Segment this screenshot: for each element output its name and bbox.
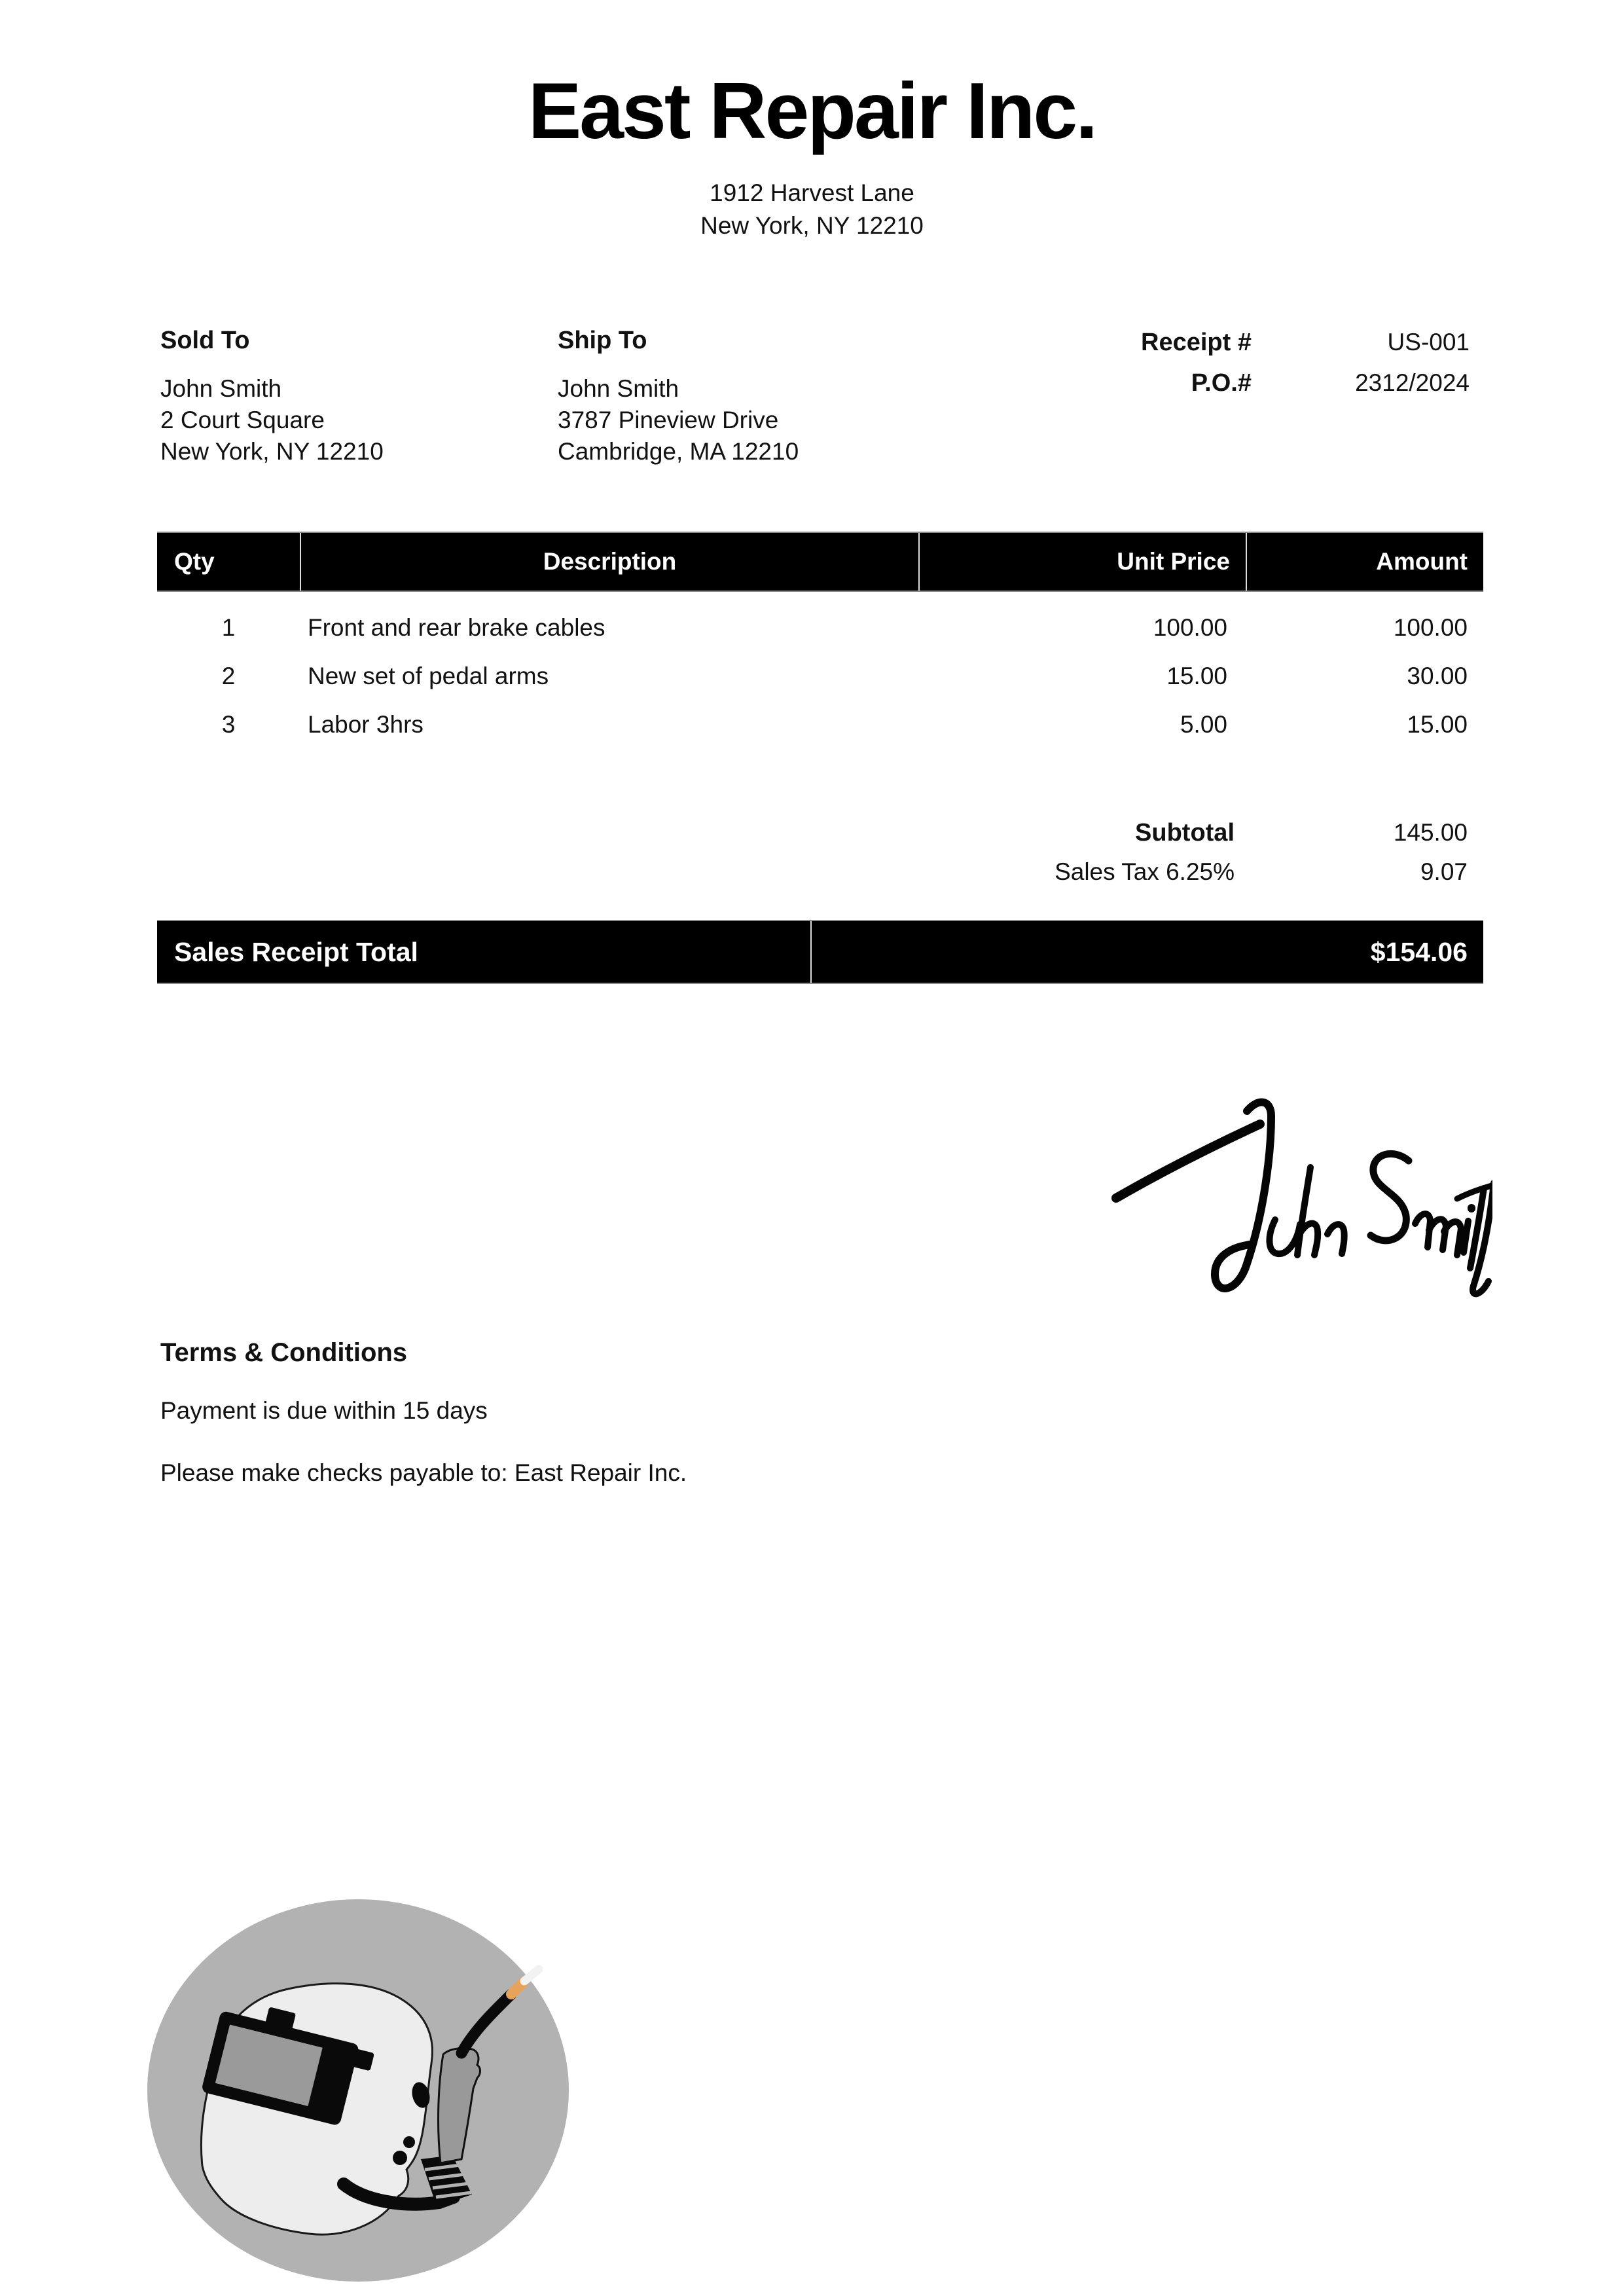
po-number-label: P.O.# <box>1191 369 1252 397</box>
subtotal-label: Subtotal <box>1135 818 1235 847</box>
item-description: Front and rear brake cables <box>308 614 605 641</box>
sold-to-name: John Smith <box>160 375 282 402</box>
item-description: New set of pedal arms <box>308 663 549 689</box>
ship-to-city: Cambridge, MA 12210 <box>558 438 799 465</box>
items-table-body <box>157 604 1483 749</box>
receipt-total-value: $154.06 <box>1370 936 1468 967</box>
company-name: East Repair Inc. <box>528 66 1096 155</box>
sales-tax-value: 9.07 <box>1420 858 1468 885</box>
receipt-total-label: Sales Receipt Total <box>157 921 812 983</box>
sales-tax-row <box>157 852 1483 892</box>
terms-line: Payment is due within 15 days <box>160 1397 488 1424</box>
receipt-meta <box>982 322 1470 403</box>
helmet-rivet-dot <box>403 2136 415 2148</box>
terms-line: Please make checks payable to: East Repair Inc. <box>160 1459 687 1486</box>
item-unit-price: 15.00 <box>1166 663 1227 689</box>
column-header-amount: Amount <box>1246 533 1483 591</box>
sold-to-street: 2 Court Square <box>160 407 325 433</box>
table-row <box>157 652 1483 701</box>
items-table-header <box>157 532 1483 592</box>
receipt-number-value: US-001 <box>1387 329 1470 355</box>
item-amount: 15.00 <box>1407 711 1468 738</box>
receipt-number-row <box>982 322 1470 363</box>
subtotal-section <box>157 813 1483 892</box>
company-address-line1: 1912 Harvest Lane <box>710 179 914 206</box>
item-qty: 3 <box>221 711 236 738</box>
po-number-row <box>982 363 1470 403</box>
ship-to-street: 3787 Pineview Drive <box>558 407 779 433</box>
item-unit-price: 100.00 <box>1153 614 1227 641</box>
receipt-number-label: Receipt # <box>1141 329 1252 356</box>
item-qty: 1 <box>221 614 236 641</box>
column-header-unit-price: Unit Price <box>918 533 1246 591</box>
item-amount: 100.00 <box>1393 614 1468 641</box>
item-unit-price: 5.00 <box>1180 711 1227 738</box>
subtotal-value: 145.00 <box>1393 819 1468 846</box>
item-qty: 2 <box>221 663 236 689</box>
ship-to-block <box>558 325 799 467</box>
sold-to-block <box>160 325 384 467</box>
company-address-line2: New York, NY 12210 <box>700 212 924 239</box>
company-address <box>0 177 1624 242</box>
sold-to-label: Sold To <box>160 327 250 354</box>
table-row <box>157 604 1483 652</box>
company-logo <box>147 1899 573 2282</box>
sold-to-city: New York, NY 12210 <box>160 438 384 465</box>
torch-flame <box>524 1969 539 1981</box>
ship-to-label: Ship To <box>558 327 647 354</box>
column-header-description: Description <box>300 533 918 591</box>
terms-heading: Terms & Conditions <box>160 1338 408 1367</box>
item-amount: 30.00 <box>1407 663 1468 689</box>
signature-image <box>1106 1090 1492 1306</box>
sales-tax-label: Sales Tax 6.25% <box>1055 858 1235 885</box>
receipt-total-bar <box>157 920 1483 984</box>
po-number-value: 2312/2024 <box>1355 369 1470 396</box>
ship-to-name: John Smith <box>558 375 679 402</box>
subtotal-row <box>157 813 1483 852</box>
column-header-qty: Qty <box>174 548 215 575</box>
helmet-rivet-dot <box>393 2151 407 2165</box>
item-description: Labor 3hrs <box>308 711 424 738</box>
table-row <box>157 701 1483 749</box>
